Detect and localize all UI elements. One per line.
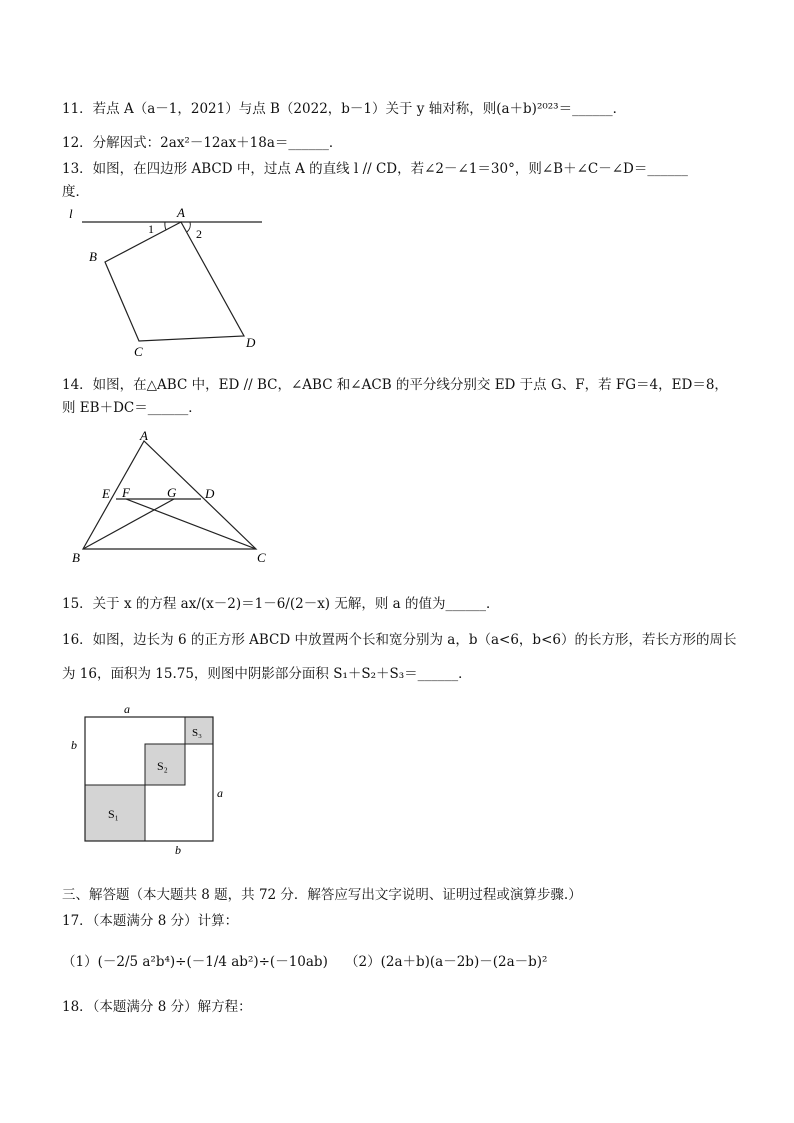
angle-1-arc bbox=[165, 222, 166, 230]
label-b-left: b bbox=[71, 738, 77, 752]
label-angle-1: 1 bbox=[148, 222, 154, 236]
bisector-cf bbox=[126, 499, 256, 549]
section-3-heading: 三、解答题（本大题共 8 题，共 72 分．解答应写出文字说明、证明过程或演算步骤.） bbox=[62, 887, 582, 903]
label-d: D bbox=[205, 486, 215, 501]
label-s2: S₂ bbox=[157, 759, 168, 773]
label-s3: S₃ bbox=[192, 727, 202, 739]
question-17-part1: （1）(－2/5 a²b⁴)÷(－1/4 ab²)÷(－10ab) bbox=[62, 954, 328, 970]
question-13-line1: 13．如图，在四边形 ABCD 中，过点 A 的直线 l // CD，若∠2－∠1＝30°，则∠B＋∠C－∠D＝______ bbox=[62, 161, 688, 177]
label-g: G bbox=[167, 485, 177, 500]
label-c: C bbox=[134, 344, 143, 359]
quadrilateral-figure bbox=[60, 202, 280, 362]
quad-abcd bbox=[105, 222, 244, 341]
question-14-line2: 则 EB＋DC＝______． bbox=[62, 400, 202, 416]
question-13-line2: 度． bbox=[62, 184, 89, 200]
label-a: A bbox=[177, 205, 185, 220]
question-18-title: 18．（本题满分 8 分）解方程： bbox=[62, 999, 252, 1015]
label-c: C bbox=[257, 550, 266, 565]
label-s1: S₁ bbox=[108, 807, 119, 821]
question-14-line1: 14．如图，在△ABC 中，ED // BC，∠ABC 和∠ACB 的平分线分别交 ED 于点 G、F，若 FG＝4，ED＝8， bbox=[62, 377, 728, 393]
label-a-right: a bbox=[217, 786, 223, 800]
question-17-title: 17．（本题满分 8 分）计算： bbox=[62, 913, 239, 929]
label-e: E bbox=[102, 486, 110, 501]
question-11: 11．若点 A（a－1，2021）与点 B（2022，b－1）关于 y 轴对称，则(a＋b)²⁰²³＝______． bbox=[62, 101, 627, 117]
square-figure bbox=[60, 700, 260, 860]
label-d: D bbox=[246, 335, 256, 350]
label-l: l bbox=[69, 206, 73, 221]
label-angle-2: 2 bbox=[196, 227, 202, 241]
angle-2-arc bbox=[187, 222, 190, 232]
question-12: 12．分解因式：2ax²－12ax＋18a＝______． bbox=[62, 135, 343, 151]
label-f: F bbox=[122, 485, 130, 500]
label-b-bottom: b bbox=[175, 843, 181, 857]
label-a-top: a bbox=[124, 702, 130, 716]
question-16-line2: 为 16，面积为 15.75，则图中阴影部分面积 S₁＋S₂＋S₃＝______． bbox=[62, 666, 472, 682]
label-a: A bbox=[140, 428, 148, 443]
question-16-line1: 16．如图，边长为 6 的正方形 ABCD 中放置两个长和宽分别为 a，b（a<6，b<6）的长方形，若长方形的周长 bbox=[62, 632, 737, 648]
triangle-figure bbox=[60, 425, 280, 570]
question-15: 15．关于 x 的方程 ax/(x－2)＝1－6/(2－x) 无解，则 a 的值为______． bbox=[62, 596, 500, 612]
question-17-part2: （2）(2a＋b)(a－2b)－(2a－b)² bbox=[345, 954, 548, 970]
label-b: B bbox=[72, 550, 80, 565]
label-b: B bbox=[89, 249, 97, 264]
